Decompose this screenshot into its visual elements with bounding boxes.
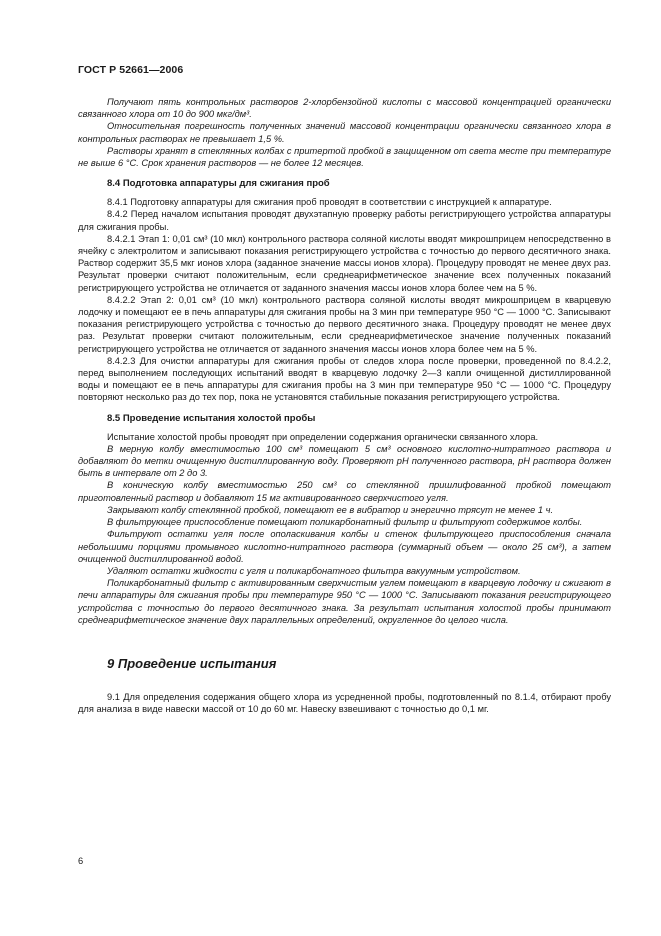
page-number: 6 — [78, 856, 84, 866]
paragraph: Получают пять контрольных растворов 2-хлорбензойной кислоты с массовой концентрацией органически связанного хлора от 10 до 900 мкг/дм³. — [78, 97, 611, 120]
paragraph: Поликарбонатный фильтр с активированным сверхчистым углем помещают в кварцевую лодочку и сжигают в печи аппаратуры для сжигания пробы при температуре 950 °С — 1000 °С. Записывают показания регистрирующего устройства с точностью до первого десятичного знака. За результат испытания холостой пробы принимают среднеарифметическое значение двух параллельных определений, округленное до целого числа. — [78, 578, 611, 625]
paragraph: Удаляют остатки жидкости с угля и поликарбонатного фильтра вакуумным устройством. — [107, 565, 521, 576]
section-heading-8-4: 8.4 Подготовка аппаратуры для сжигания проб — [107, 178, 330, 190]
paragraph: В коническую колбу вместимостью 250 см³ со стеклянной пришлифованной пробкой помещают приготовленный раствор и добавляют 15 мг активированного сверхчистого угля. — [78, 480, 611, 503]
paragraph: 8.4.2.3 Для очистки аппаратуры для сжигания пробы от следов хлора после проверки, проведенной по 8.4.2.2, перед выполнением последующих испытаний вводят в кварцевую лодочку 2—3 капли очищенной дистиллированной воды и помещают ее в печь аппаратуры для сжигания пробы на 3 мин при температуре 950 °С — 1000 °С. Процедуру повторяют несколько раз до тех пор, пока не установятся стабильные показания регистрирующего устройства. — [78, 355, 611, 403]
paragraph: 8.4.1 Подготовку аппаратуры для сжигания проб проводят в соответствии с инструкцией к аппаратуре. — [107, 197, 552, 208]
paragraph: Фильтруют остатки угля после ополаскивания колбы и стенок фильтрующего приспособления сначала небольшими порциями промывного кислотно-нитратного раствора (суммарный объем — около 25 см³), а затем очищенной дистиллированной водой. — [78, 529, 611, 564]
paragraph: 8.4.2.2 Этап 2: 0,01 см³ (10 мкл) контрольного раствора соляной кислоты вводят микрошприцем в кварцевую лодочку и помещают ее в печь аппаратуры для сжигания пробы на 3 мин при температуре 950 °С — 1000 °С. Записывают показания регистрирующего устройства с точностью до первого десятичного знака. Процедуру проводят не менее двух раз. Результат проверки считают положительным, если среднеарифметическое значение полученных показаний регистрирующего устройства не отличается от заданного значения массы ионов хлора более чем на 5 %. — [78, 294, 611, 354]
paragraph: Относительная погрешность полученных значений массовой концентрации органически связанного хлора в контрольных растворах не превышает 1,5 %. — [78, 121, 611, 144]
intro-block — [78, 96, 611, 169]
section-heading-8-5: 8.5 Проведение испытания холостой пробы — [107, 412, 316, 424]
paragraph: Растворы хранят в стеклянных колбах с притертой пробкой в защищенном от света месте при температуре не выше 6 °С. Срок хранения растворов — не более 12 месяцев. — [78, 145, 611, 169]
paragraph: 8.4.2.1 Этап 1: 0,01 см³ (10 мкл) контрольного раствора соляной кислоты вводят микрошприцем непосредственно в ячейку с электролитом и записывают показания регистрирующего устройства с точностью до первого десятичного знака. Раствор содержит 35,5 мкг ионов хлора (заданное значение массы ионов хлора). Процедуру проводят не менее двух раз. Результат проверки считают положительным, если среднеарифметическое значение всех полученных показаний регистрирующего устройства не отличается от заданного значения массы ионов хлора более чем на 5 %. — [78, 233, 611, 293]
paragraph: Испытание холостой пробы проводят при определении содержания органически связанного хлора. — [107, 431, 539, 442]
paragraph: 8.4.2 Перед началом испытания проводят двухэтапную проверку работы регистрирующего устройства аппаратуры для сжигания пробы. — [78, 209, 611, 232]
document-header: ГОСТ Р 52661—2006 — [78, 64, 184, 76]
paragraph: 9.1 Для определения содержания общего хлора из усредненной пробы, подготовленный по 8.1.4, отбирают пробу для анализа в виде навески массой от 10 до 60 мг. Навеску взвешивают с точностью до 0,1 мг. — [78, 691, 611, 715]
paragraph: В мерную колбу вместимостью 100 см³ помещают 5 см³ основного кислотно-нитратного раствора и добавляют до метки очищенную дистиллированную воду. Проверяют pH полученного раствора, pH раствора должен быть в интервале от 2 до 3. — [78, 443, 611, 479]
paragraph: В фильтрующее приспособление помещают поликарбонатный фильтр и фильтруют содержимое колбы. — [107, 517, 583, 528]
document-page — [78, 64, 611, 715]
section-heading-9: 9 Проведение испытания — [107, 655, 277, 671]
paragraph: Закрывают колбу стеклянной пробкой, помещают ее в вибратор и энергично трясут не менее 1 ч. — [107, 504, 554, 515]
